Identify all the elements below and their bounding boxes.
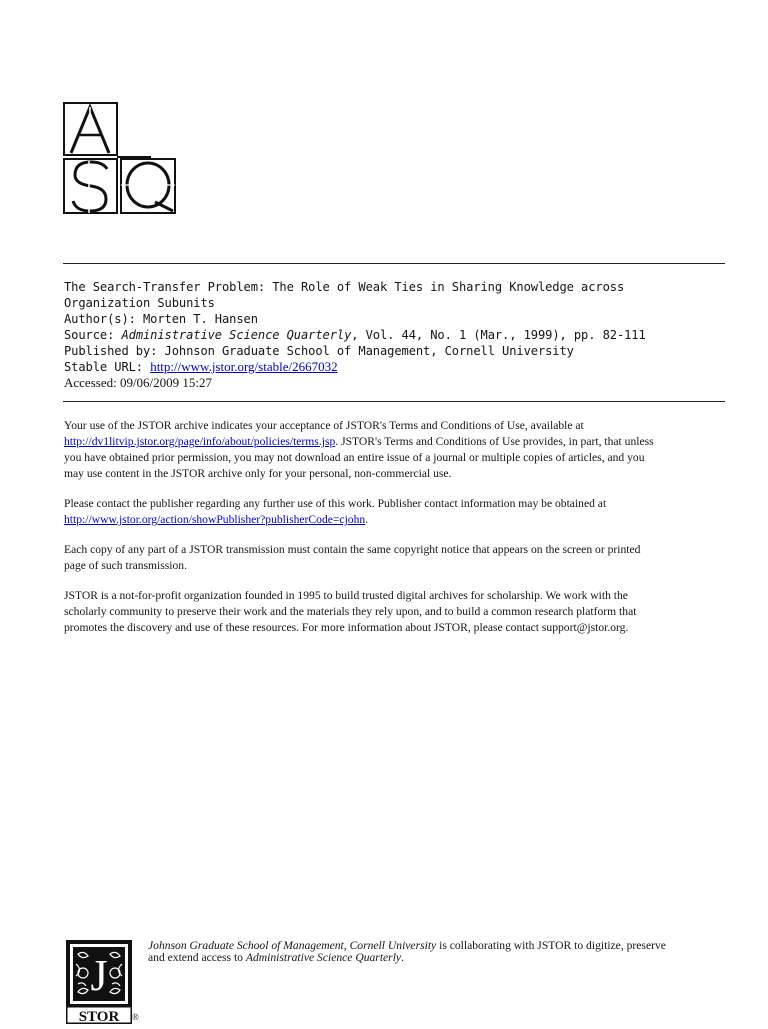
publisher-contact-link[interactable]: http://www.jstor.org/action/showPublisher?publisherCode=cjohn [64,513,366,526]
footer-line-2 [148,952,748,964]
article-accessed: Accessed: 09/06/2009 15:27 [64,375,213,390]
footer [66,940,746,1024]
terms-paragraph-4 [64,588,726,636]
footer-publisher: Johnson Graduate School of Management, Cornell University [148,939,437,952]
terms-p3-line-1: Each copy of any part of a JSTOR transmission must contain the same copyright notice that appears on the screen or printed [64,543,641,556]
article-publisher: Published by: Johnson Graduate School of Management, Cornell University [64,344,574,358]
source-prefix: Source: [64,328,122,342]
terms-p4-line-3: promotes the discovery and use of these resources. For more information about JSTOR, please contact support@jstor.org. [64,621,629,634]
terms-p2-line-2 [64,512,726,528]
terms-p2-tail: . [365,513,369,526]
source-journal: Administrative Science Quarterly [121,328,352,342]
terms-p4-line-1: JSTOR is a not-for-profit organization founded in 1995 to build trusted digital archives for scholarship. We work with the [64,589,628,602]
jstor-logo-graphic [66,940,132,1024]
asq-logo [63,101,177,214]
registered-mark: ® [132,1012,139,1022]
stable-url-link[interactable]: http://www.jstor.org/stable/2667032 [150,359,338,374]
terms-paragraph-2 [64,496,726,528]
terms-paragraph-1 [64,418,726,482]
footer-line-2-prefix: and extend access to [148,951,246,964]
article-title-line-2: Organization Subunits [64,296,215,310]
article-title-line-1: The Search-Transfer Problem: The Role of Weak Ties in Sharing Knowledge across [64,280,625,294]
terms-p4-line-2: scholarly community to preserve their work and the materials they rely upon, and to build a common research platform that [64,605,637,618]
terms-p1-line-2-rest: . JSTOR's Terms and Conditions of Use provides, in part, that unless [335,435,654,448]
article-author: Author(s): Morten T. Hansen [64,312,258,326]
jstor-logo [66,940,139,1024]
terms-p1-line-2 [64,434,726,450]
terms-paragraph-3 [64,542,726,574]
jstor-logo-text: STOR [78,1009,120,1024]
footer-text [148,940,748,964]
terms-p1-line-4: may use content in the JSTOR archive only for your personal, non-commercial use. [64,467,452,480]
terms-p2-line-1: Please contact the publisher regarding any further use of this work. Publisher contact information may be obtained at [64,497,607,510]
terms-p3-line-2: page of such transmission. [64,559,188,572]
jstor-logo-letter: J [90,951,108,1000]
footer-journal: Administrative Science Quarterly [245,951,402,964]
terms-p1-line-1: Your use of the JSTOR archive indicates your acceptance of JSTOR's Terms and Conditions of Use, available at [64,419,584,432]
article-source [64,327,724,343]
source-suffix: , Vol. 44, No. 1 (Mar., 1999), pp. 82-111 [351,328,646,342]
middle-divider [63,401,725,402]
terms-block [64,418,726,650]
footer-tail: . [401,951,404,964]
article-stable-url [64,359,724,375]
stable-url-label: Stable URL: [64,360,151,374]
terms-link[interactable]: http://dv1litvip.jstor.org/page/info/about/policies/terms.jsp [64,435,336,448]
terms-p1-line-3: you have obtained prior permission, you may not download an entire issue of a journal or multiple copies of articles, and you [64,451,645,464]
footer-mid: is collaborating with JSTOR to digitize, preserve [436,939,666,952]
citation-block [64,279,724,391]
top-divider [63,263,725,264]
